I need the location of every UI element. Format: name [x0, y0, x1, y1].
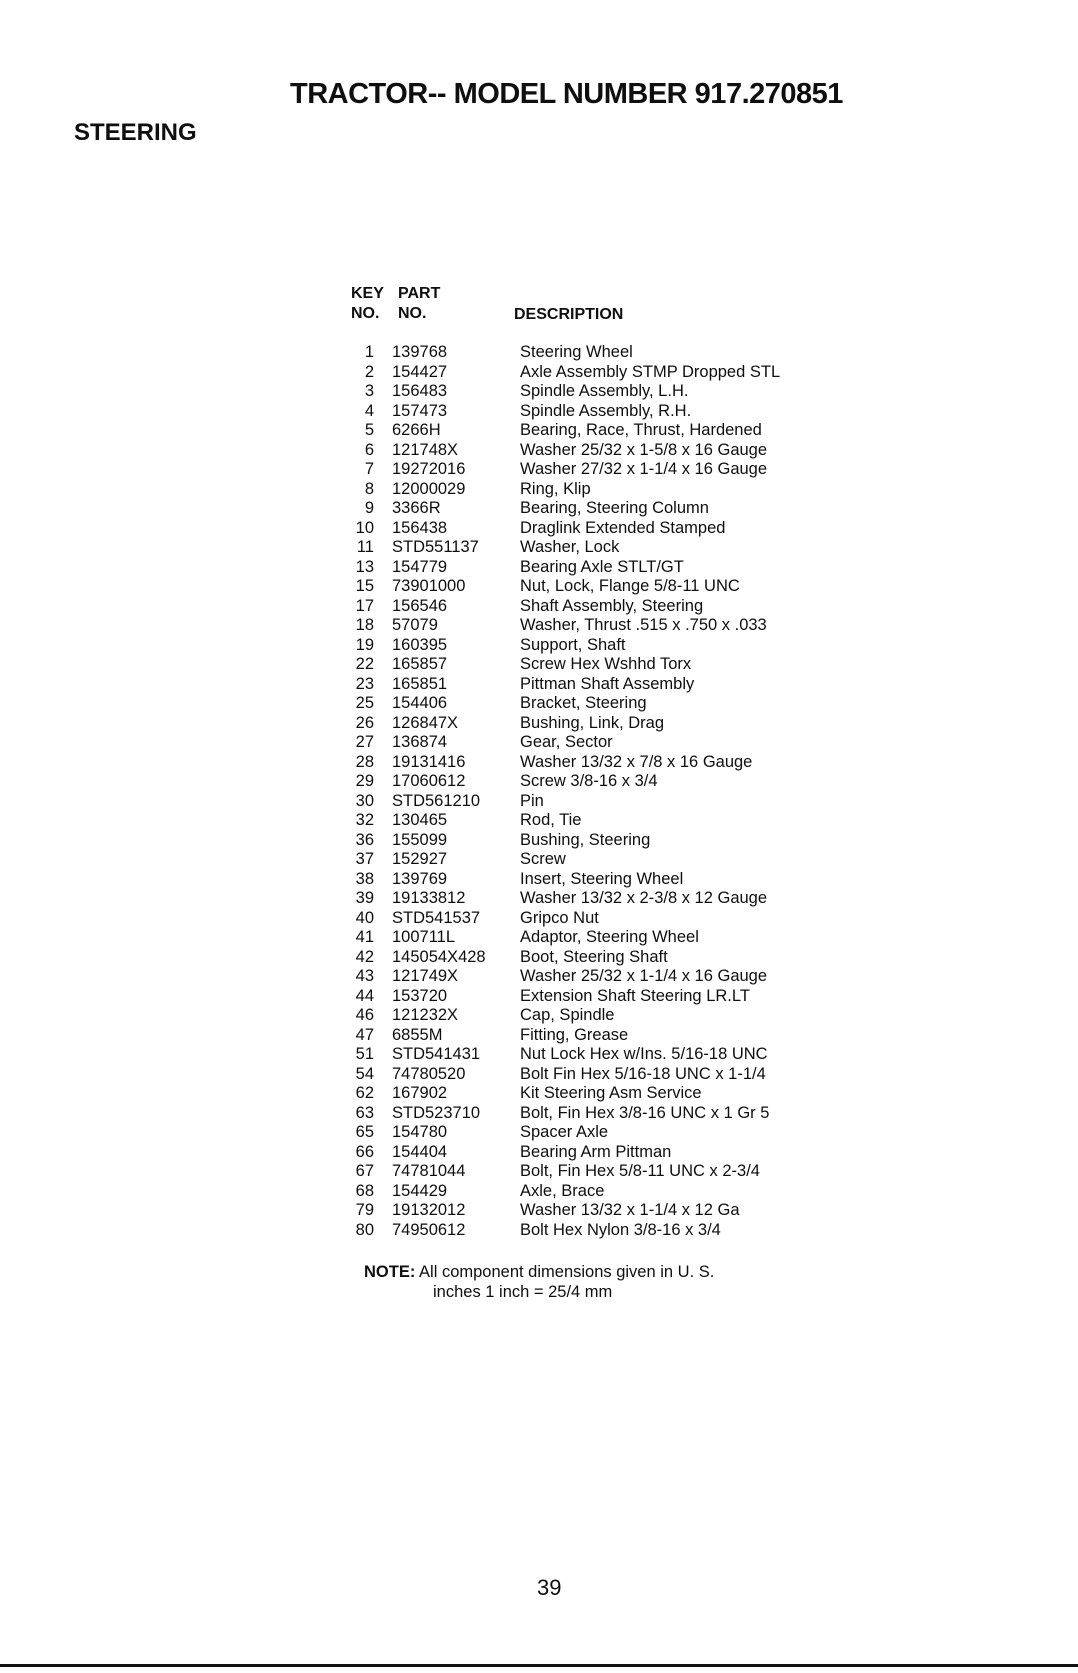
part-row — [340, 636, 940, 656]
key-no: 19 — [355, 635, 374, 654]
note-line1: All component dimensions given in U. S. — [419, 1263, 715, 1281]
part-description: Boot, Steering Shaft — [520, 947, 668, 966]
key-no: 18 — [355, 616, 374, 634]
part-row — [340, 850, 940, 870]
part-description: Cap, Spindle — [520, 1006, 615, 1024]
bottom-rule — [0, 1664, 1078, 1667]
key-no: 42 — [355, 947, 374, 966]
key-no: 7 — [364, 460, 374, 478]
part-no: 74780520 — [392, 1064, 466, 1083]
key-no: 32 — [355, 811, 374, 829]
key-no: 8 — [364, 479, 374, 498]
key-no: 38 — [355, 869, 374, 888]
part-no: 73901000 — [392, 577, 466, 595]
key-no: 63 — [355, 1103, 374, 1122]
note — [364, 1262, 714, 1302]
key-no: 1 — [364, 343, 374, 361]
part-row — [340, 967, 940, 987]
part-row — [340, 772, 940, 792]
part-description: Washer, Lock — [520, 538, 620, 556]
part-row — [340, 1026, 940, 1046]
part-no: 154406 — [392, 694, 448, 712]
part-no: 17060612 — [392, 772, 466, 790]
part-row — [340, 1182, 940, 1202]
part-description: Washer 25/32 x 1-5/8 x 16 Gauge — [520, 440, 768, 459]
part-no: 160395 — [392, 635, 448, 654]
part-row — [340, 577, 940, 597]
part-no: 156483 — [392, 382, 448, 400]
part-row — [340, 460, 940, 480]
part-row — [340, 714, 940, 734]
part-no: 6855M — [392, 1025, 443, 1044]
part-description: Adaptor, Steering Wheel — [520, 928, 699, 946]
part-no: STD541431 — [392, 1045, 481, 1063]
key-no: 25 — [355, 694, 374, 712]
part-no: 154779 — [392, 557, 448, 576]
part-row — [340, 1104, 940, 1124]
part-row — [340, 870, 940, 890]
part-no: 157473 — [392, 401, 448, 420]
part-row — [340, 1143, 940, 1163]
part-row — [340, 1162, 940, 1182]
part-no: 74781044 — [392, 1162, 466, 1180]
part-no: 136874 — [392, 733, 448, 751]
part-description: Washer 27/32 x 1-1/4 x 16 Gauge — [520, 460, 768, 478]
key-no: 40 — [355, 908, 374, 927]
part-no: 74950612 — [392, 1220, 466, 1239]
part-row — [340, 441, 940, 461]
part-row — [340, 499, 940, 519]
section-title: STEERING — [74, 119, 197, 146]
key-no: 15 — [355, 577, 374, 595]
key-no: 6 — [364, 440, 374, 459]
key-no: 2 — [364, 362, 374, 381]
part-description: Spindle Assembly, L.H. — [520, 382, 689, 400]
part-description: Bushing, Link, Drag — [520, 713, 664, 732]
key-no: 30 — [355, 791, 374, 810]
part-no: 19133812 — [392, 889, 466, 907]
part-row — [340, 811, 940, 831]
key-no: 9 — [364, 499, 374, 517]
part-description: Axle, Brace — [520, 1181, 605, 1200]
key-no: 68 — [355, 1181, 374, 1200]
part-no: 121232X — [392, 1006, 459, 1024]
part-row — [340, 597, 940, 617]
key-no: 51 — [355, 1045, 374, 1063]
part-no: 3366R — [392, 499, 441, 517]
part-description: Fitting, Grease — [520, 1025, 629, 1044]
key-no: 66 — [355, 1142, 374, 1161]
key-no: 36 — [355, 830, 374, 849]
part-description: Extension Shaft Steering LR.LT — [520, 986, 750, 1005]
part-no: 154427 — [392, 362, 448, 381]
key-no: 23 — [355, 674, 374, 693]
part-row — [340, 538, 940, 558]
part-no-header-line2: NO. — [398, 305, 427, 322]
part-row — [340, 948, 940, 968]
key-no: 67 — [355, 1162, 374, 1180]
part-row — [340, 928, 940, 948]
key-no: 10 — [355, 518, 374, 537]
key-no: 28 — [355, 752, 374, 771]
page-title: TRACTOR-- MODEL NUMBER 917.270851 — [290, 78, 843, 110]
part-description: Bushing, Steering — [520, 830, 651, 849]
part-row — [340, 753, 940, 773]
part-description: Bolt, Fin Hex 5/8-11 UNC x 2-3/4 — [520, 1162, 760, 1180]
key-no: 62 — [355, 1084, 374, 1102]
part-no: 19131416 — [392, 752, 466, 771]
part-description: Gripco Nut — [520, 908, 599, 927]
key-no: 41 — [355, 928, 374, 946]
part-description: Gear, Sector — [520, 733, 613, 751]
part-no: 154429 — [392, 1181, 448, 1200]
part-row — [340, 733, 940, 753]
note-label: NOTE: — [364, 1263, 416, 1281]
part-row — [340, 519, 940, 539]
part-row — [340, 1123, 940, 1143]
part-description: Support, Shaft — [520, 635, 626, 654]
part-description: Spacer Axle — [520, 1123, 609, 1141]
part-description: Bolt Hex Nylon 3/8-16 x 3/4 — [520, 1220, 721, 1239]
part-row — [340, 1201, 940, 1221]
part-row — [340, 1065, 940, 1085]
part-description: Washer 13/32 x 7/8 x 16 Gauge — [520, 752, 753, 771]
part-row — [340, 421, 940, 441]
part-no: STD551137 — [392, 538, 479, 556]
part-no: 12000029 — [392, 479, 466, 498]
key-no: 46 — [355, 1006, 374, 1024]
key-no: 39 — [355, 889, 374, 907]
part-row — [340, 382, 940, 402]
part-no: 165851 — [392, 674, 448, 693]
description-header: DESCRIPTION — [514, 306, 624, 323]
part-row — [340, 363, 940, 383]
part-no: 139768 — [392, 343, 448, 361]
part-description: Spindle Assembly, R.H. — [520, 401, 692, 420]
key-no: 3 — [364, 382, 374, 400]
part-row — [340, 616, 940, 636]
part-no: 19132012 — [392, 1201, 466, 1219]
key-no: 47 — [355, 1025, 374, 1044]
part-description: Shaft Assembly, Steering — [520, 596, 704, 615]
part-description: Washer 13/32 x 2-3/8 x 12 Gauge — [520, 889, 768, 907]
part-description: Screw 3/8-16 x 3/4 — [520, 772, 658, 790]
key-no-header-line1: KEY — [351, 285, 384, 302]
part-no: 121749X — [392, 967, 459, 985]
part-row — [340, 675, 940, 695]
key-no: 13 — [355, 557, 374, 576]
key-no: 37 — [355, 850, 374, 868]
part-description: Washer, Thrust .515 x .750 x .033 — [520, 616, 767, 634]
part-description: Washer 25/32 x 1-1/4 x 16 Gauge — [520, 967, 768, 985]
part-row — [340, 1045, 940, 1065]
part-no: STD561210 — [392, 791, 481, 810]
part-row — [340, 831, 940, 851]
part-no: 130465 — [392, 811, 448, 829]
part-description: Bearing, Steering Column — [520, 499, 709, 517]
part-row — [340, 1006, 940, 1026]
part-row — [340, 343, 940, 363]
parts-list — [340, 343, 940, 1240]
key-no: 17 — [355, 596, 374, 615]
part-no: 126847X — [392, 713, 459, 732]
part-no: 155099 — [392, 830, 448, 849]
part-no: 145054X428 — [392, 947, 486, 966]
part-description: Screw Hex Wshhd Torx — [520, 655, 692, 673]
key-no: 44 — [355, 986, 374, 1005]
page-number: 39 — [537, 1575, 562, 1600]
note-line2: inches 1 inch = 25/4 mm — [433, 1283, 613, 1301]
part-no: 167902 — [392, 1084, 448, 1102]
part-description: Rod, Tie — [520, 811, 582, 829]
key-no: 22 — [355, 655, 374, 673]
key-no: 80 — [355, 1220, 374, 1239]
part-description: Pin — [520, 791, 544, 810]
part-row — [340, 558, 940, 578]
part-description: Kit Steering Asm Service — [520, 1084, 702, 1102]
part-description: Pittman Shaft Assembly — [520, 674, 695, 693]
part-row — [340, 655, 940, 675]
part-no: 121748X — [392, 440, 459, 459]
part-description: Bearing Axle STLT/GT — [520, 557, 684, 576]
key-no-header-line2: NO. — [351, 305, 380, 322]
key-no: 4 — [364, 401, 374, 420]
key-no: 29 — [355, 772, 374, 790]
part-no: 152927 — [392, 850, 448, 868]
part-row — [340, 792, 940, 812]
part-row — [340, 889, 940, 909]
part-description: Draglink Extended Stamped — [520, 518, 726, 537]
part-description: Nut Lock Hex w/Ins. 5/16-18 UNC — [520, 1045, 768, 1063]
part-no: 156438 — [392, 518, 448, 537]
part-description: Bearing, Race, Thrust, Hardened — [520, 421, 762, 439]
part-row — [340, 402, 940, 422]
part-row — [340, 987, 940, 1007]
part-description: Washer 13/32 x 1-1/4 x 12 Ga — [520, 1201, 740, 1219]
key-no: 43 — [355, 967, 374, 985]
part-no: 165857 — [392, 655, 448, 673]
part-description: Bolt, Fin Hex 3/8-16 UNC x 1 Gr 5 — [520, 1103, 770, 1122]
part-description: Screw — [520, 850, 566, 868]
key-no: 54 — [355, 1064, 374, 1083]
part-no: 139769 — [392, 869, 448, 888]
part-no: 154780 — [392, 1123, 448, 1141]
part-description: Steering Wheel — [520, 343, 633, 361]
part-description: Insert, Steering Wheel — [520, 869, 684, 888]
part-row — [340, 1084, 940, 1104]
part-row — [340, 694, 940, 714]
part-no: STD523710 — [392, 1103, 481, 1122]
part-no-header-line1: PART — [398, 285, 441, 302]
key-no: 79 — [355, 1201, 374, 1219]
key-no: 5 — [364, 421, 374, 439]
part-row — [340, 909, 940, 929]
key-no: 65 — [355, 1123, 374, 1141]
part-description: Bolt Fin Hex 5/16-18 UNC x 1-1/4 — [520, 1064, 766, 1083]
part-description: Axle Assembly STMP Dropped STL — [520, 362, 781, 381]
key-no: 27 — [355, 733, 374, 751]
part-description: Bracket, Steering — [520, 694, 647, 712]
key-no: 26 — [355, 713, 374, 732]
part-description: Ring, Klip — [520, 479, 591, 498]
part-no: 19272016 — [392, 460, 466, 478]
part-no: 153720 — [392, 986, 448, 1005]
part-description: Bearing Arm Pittman — [520, 1142, 672, 1161]
part-no: 154404 — [392, 1142, 448, 1161]
part-no: 100711L — [392, 928, 456, 946]
part-no: 57079 — [392, 616, 438, 634]
part-row — [340, 480, 940, 500]
key-no: 11 — [356, 538, 374, 556]
part-row — [340, 1221, 940, 1241]
part-no: STD541537 — [392, 908, 481, 927]
part-no: 156546 — [392, 596, 448, 615]
part-description: Nut, Lock, Flange 5/8-11 UNC — [520, 577, 740, 595]
part-no: 6266H — [392, 421, 441, 439]
